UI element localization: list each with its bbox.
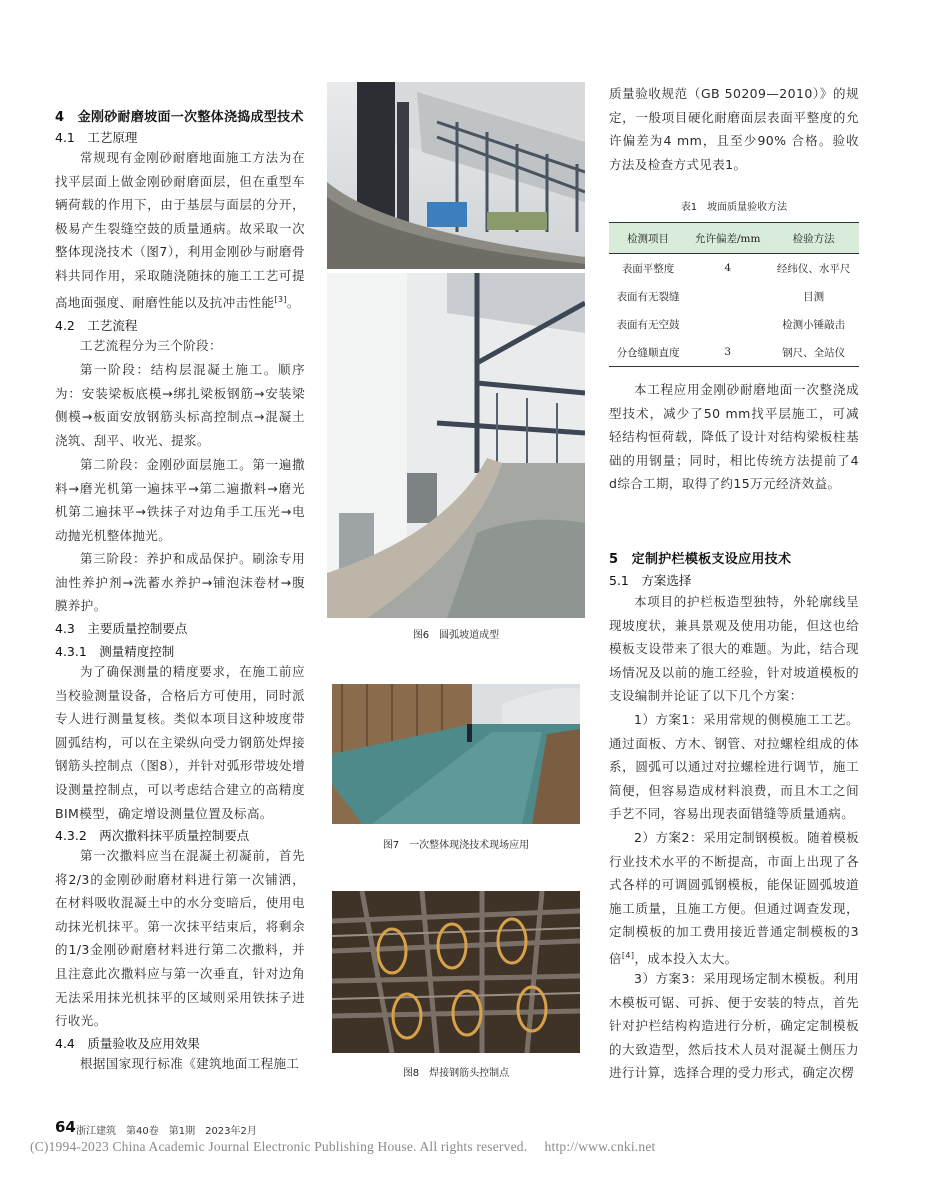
- table-cell: 4: [724, 262, 732, 274]
- s51-plan2-body: 2）方案2：采用定制钢模板。随着模板行业技术水平的不断提高，市面上出现了各式各样的可调圆弧钢模板，能保证圆弧坡道施工质量，且施工方便。但通过调查发现，定制模板的加工费用接近普通定制模板的3倍: [609, 830, 859, 967]
- ref-3[interactable]: [3]: [274, 294, 287, 304]
- section-5-1-title: 5.1 方案选择: [609, 573, 692, 588]
- table-cell: 经纬仪、水平尺: [776, 262, 851, 275]
- s51-plan2-end: ，成本投入太大。: [634, 951, 738, 967]
- s44-continued: 质量验收规范（GB 50209—2010）》的规定，一般项目硬化耐磨面层表面平整度的允许偏差为4 mm，且至少90% 合格。验收方法及检查方式见表1。: [609, 86, 859, 172]
- fig7-photo: [332, 684, 580, 824]
- section-4-4-title: 4.4 质量验收及应用效果: [55, 1036, 200, 1051]
- section-4-1-title: 4.1 工艺原理: [55, 130, 138, 145]
- table-cell: 钢尺、全站仪: [768, 338, 859, 367]
- section-4-3-2-title: 4.3.2 两次撒料抹平质量控制要点: [55, 828, 250, 843]
- table-cell: 表面平整度: [621, 262, 675, 275]
- table-row: [609, 282, 859, 310]
- s42-stage1: 第一阶段：结构层混凝土施工。顺序为：安装梁板底模→绑扎梁板钢筋→安装梁侧模→板面安放钢筋头标高控制点→混凝土浇筑、刮平、收光、提浆。: [55, 362, 305, 448]
- s42-intro: 工艺流程分为三个阶段：: [80, 338, 222, 353]
- table-cell: 目测: [803, 290, 825, 303]
- page-number: 64: [55, 1118, 76, 1136]
- section-5-title: 5 定制护栏模板支设应用技术: [609, 552, 792, 567]
- s431-text: 为了确保测量的精度要求，在施工前应当校验测量设备，合格后方可使用，同时派专人进行测量复核。类似本项目这种坡度带圆弧结构，可以在主梁纵向受力钢筋处焊接钢筋头控制点（图8），并针对弧形带坡处增设测量控制点，可以考虑结合建立的高精度BIM模型，确定增设测量位置及标高。: [55, 664, 305, 821]
- s41-end: 。: [286, 294, 300, 310]
- s51-plan3: 3）方案3：采用现场定制木模板。利用木模板可锯、可拆、便于安装的特点，首先针对护栏结构构造进行分析，确定定制模板的大致造型，然后技术人员对混凝土侧压力进行计算，选择合理的受力形式，确定次楞: [609, 971, 859, 1081]
- s51-plan1: 1）方案1：采用常规的侧模施工工艺。通过面板、方木、钢管、对拉螺栓组成的体系，圆弧可以通过对拉螺栓进行调节，施工简便，但容易造成材料浪费，而且木工之间手艺不同，容易出现表面错缝等质量通病。: [609, 712, 859, 822]
- s432-text: 第一次撒料应当在混凝土初凝前，首先将2/3的金刚砂耐磨材料进行第一次铺洒，在材料吸收混凝土中的水分变暗后，使用电动抹光机抹平。第一次抹平结束后，将剩余的1/3金刚砂耐磨材料进行第二次撒料，并且注意此次撒料应与第一次垂直，针对边角无法采用抹光机抹平的区域则采用铁抹子进行收光。: [55, 848, 305, 1029]
- fig8-caption: 图8 焊接钢筋头控制点: [402, 1068, 510, 1079]
- table-cell: [687, 310, 768, 338]
- fig6-caption: 图6 圆弧坡道成型: [412, 630, 500, 641]
- s51-intro: 本项目的护栏板造型独特，外轮廓线呈现坡度状，兼具景观及使用功能，但这也给模板支设带来了很大的难题。为此，结合现场情况及以前的施工经验，针对坡道模板的支设编制并论证了以下几个方案：: [609, 594, 859, 704]
- table-row: [609, 254, 859, 283]
- s41-body: 常规现有金刚砂耐磨地面施工方法为在找平层面上做金刚砂耐磨面层，但在重型车辆荷载的作用下，由于基层与面层的分开，极易产生裂缝空鼓的质量通病。故采取一次整体现浇技术（图7），利用金刚砂与耐磨骨料共同作用，采取随浇随抹的施工工艺可提高地面强度、耐磨性能以及抗冲击性能: [55, 150, 305, 310]
- section-4-1-text: [55, 146, 305, 314]
- copyright-notice: (C)1994-2023 China Academic Journal Electronic Publishing House. All rights reserved. http://www.cnki.net: [30, 1139, 656, 1154]
- table-cell: 3: [687, 338, 768, 367]
- section-4-2-title: 4.2 工艺流程: [55, 318, 138, 333]
- th-item: 检测项目: [609, 223, 687, 254]
- fig6-photo-top: [327, 82, 585, 269]
- th-method: 检验方法: [768, 223, 859, 254]
- table1: [609, 222, 859, 367]
- ref-4[interactable]: [4]: [621, 950, 635, 960]
- table-cell: 表面有无空鼓: [616, 318, 680, 331]
- table-cell: [687, 282, 768, 310]
- s51-plan2: [609, 826, 859, 971]
- table-cell: 检测小锤敲击: [782, 318, 846, 331]
- s42-stage2: 第二阶段：金刚砂面层施工。第一遍撒料→磨光机第一遍抹平→第二遍撒料→磨光机第二遍抹平→铁抹子对边角手工压光→电动抛光机整体抛光。: [55, 457, 305, 543]
- section-4-3-title: 4.3 主要质量控制要点: [55, 621, 188, 636]
- section-4-3-1-title: 4.3.1 测量精度控制: [55, 644, 175, 659]
- fig7-caption: 图7 一次整体现浇技术现场应用: [382, 840, 530, 851]
- fig6-photo-ramp: [327, 273, 585, 618]
- table1-caption: 表1 坡面质量验收方法: [680, 202, 788, 213]
- table-row: [609, 338, 859, 367]
- s44-effect: 本工程应用金刚砂耐磨地面一次整浇成型技术，减少了50 mm找平层施工，可减轻结构恒荷载，降低了设计对结构梁板柱基础的用钢量；同时，相比传统方法提前了4 d综合工期，取得了约15万元经济效益。: [609, 382, 859, 492]
- s44-text: 根据国家现行标准《建筑地面工程施工: [80, 1056, 300, 1071]
- table-row: [609, 310, 859, 338]
- journal-info: 浙江建筑 第40卷 第1期 2023年2月: [76, 1126, 257, 1137]
- th-tolerance: 允许偏差/mm: [687, 223, 768, 254]
- section-4-title: 4 金刚砂耐磨坡面一次整体浇捣成型技术: [55, 110, 304, 125]
- s42-stage3: 第三阶段：养护和成品保护。刷涂专用油性养护剂→洗蓄水养护→铺泡沫卷材→腹膜养护。: [55, 551, 305, 614]
- table-header-row: [609, 223, 859, 254]
- table-cell: 分仓缝顺直度: [609, 338, 687, 367]
- table-cell: 表面有无裂缝: [616, 290, 680, 303]
- fig8-photo: [332, 891, 580, 1053]
